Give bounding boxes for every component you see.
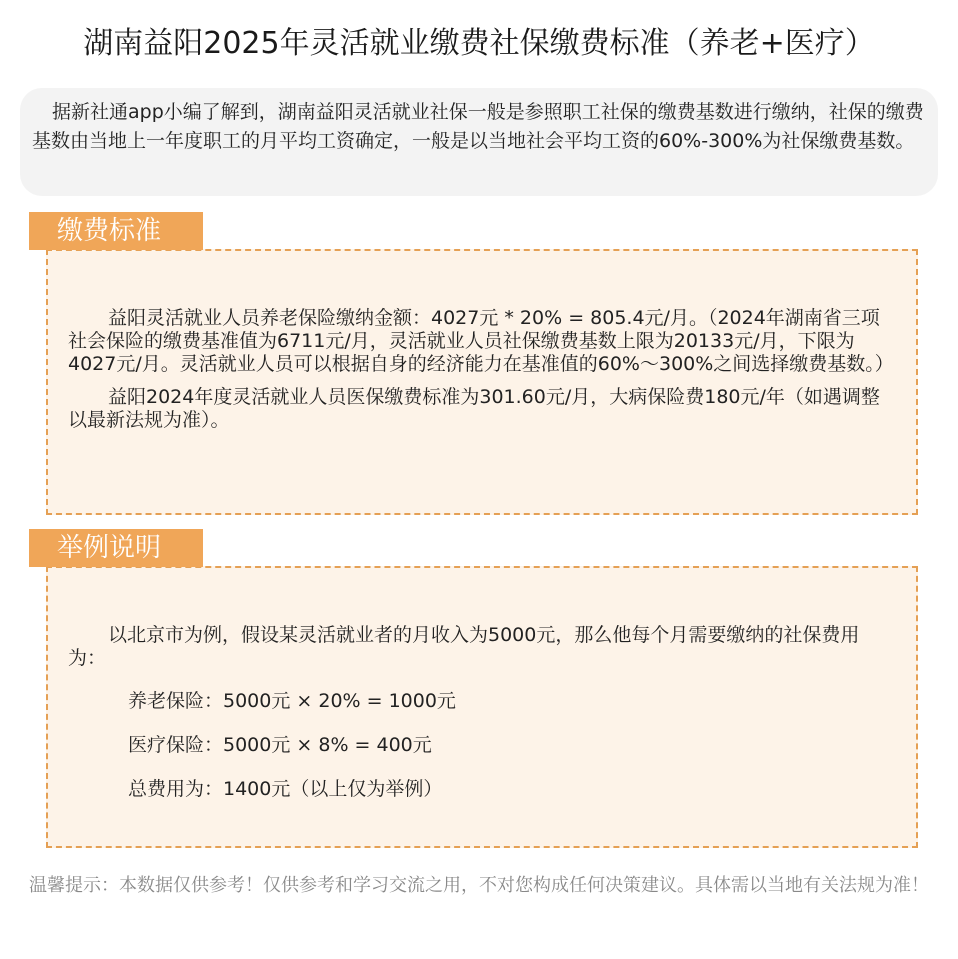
example-intro-paragraph: 以北京市为例，假设某灵活就业者的月收入为5000元，那么他每个月需要缴纳的社保费用为： <box>68 624 860 669</box>
example-medical-line: 医疗保险：5000元 × 8% = 400元 <box>128 734 432 756</box>
intro-box <box>20 88 938 196</box>
intro-text: 据新社通app小编了解到，湖南益阳灵活就业社保一般是参照职工社保的缴费基数进行缴纳，社保的缴费基数由当地上一年度职工的月平均工资确定，一般是以当地社会平均工资的60%-300%为社保缴费基数。 <box>32 101 924 152</box>
example-total-line: 总费用为：1400元（以上仅为举例） <box>128 778 443 800</box>
example-pension-line: 养老保险：5000元 × 20% = 1000元 <box>128 690 456 712</box>
example-box <box>46 566 918 848</box>
pension-paragraph: 益阳灵活就业人员养老保险缴纳金额：4027元 * 20% = 805.4元/月。（2024年湖南省三项社会保险的缴费基准值为6711元/月，灵活就业人员社保缴费基数上限为20133元/月，下限为4027元/月。灵活就业人员可以根据自身的经济能力在基准值的60%～300%之间选择缴费基数。） <box>68 307 894 375</box>
payment-standard-box <box>46 249 918 515</box>
medical-paragraph: 益阳2024年度灵活就业人员医保缴费标准为301.60元/月，大病保险费180元/年（如遇调整以最新法规为准）。 <box>68 386 880 431</box>
section-tag-example: 举例说明 <box>29 529 203 567</box>
footer-disclaimer: 温馨提示：本数据仅供参考！仅供参考和学习交流之用，不对您构成任何决策建议。具体需以当地有关法规为准！ <box>29 875 929 896</box>
section-tag-payment-standard: 缴费标准 <box>29 212 203 250</box>
page-title: 湖南益阳2025年灵活就业缴费社保缴费标准（养老+医疗） <box>83 26 875 61</box>
